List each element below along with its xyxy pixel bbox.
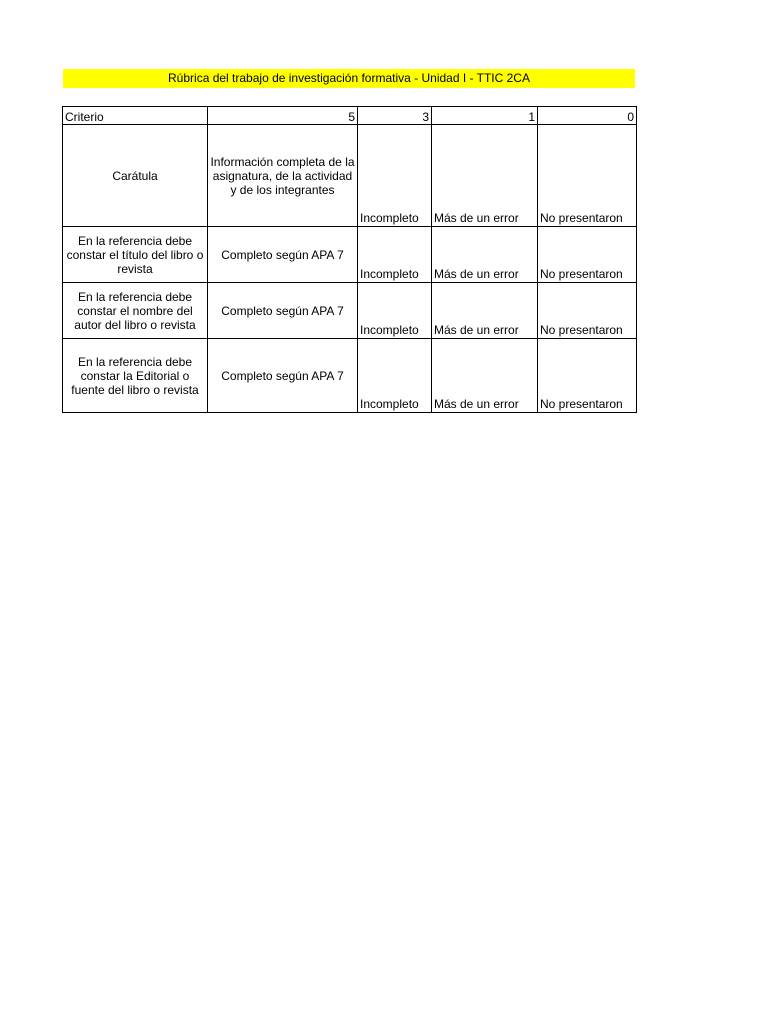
score-0-cell[interactable]: No presentaron: [538, 283, 637, 339]
score-0-cell[interactable]: No presentaron: [538, 339, 637, 413]
score-5-cell[interactable]: Completo según APA 7: [208, 339, 358, 413]
rubric-table: [62, 106, 637, 413]
table-row: [63, 339, 637, 413]
score-3-cell[interactable]: Incompleto: [358, 339, 432, 413]
header-score-3[interactable]: 3: [358, 107, 432, 125]
table-header-row: [63, 107, 637, 125]
header-criterio[interactable]: Criterio: [63, 107, 208, 125]
rubric-title: Rúbrica del trabajo de investigación formativa - Unidad I - TTIC 2CA: [63, 69, 635, 88]
score-3-cell[interactable]: Incompleto: [358, 283, 432, 339]
score-1-cell[interactable]: Más de un error: [432, 339, 538, 413]
score-3-cell[interactable]: Incompleto: [358, 227, 432, 283]
criterion-cell[interactable]: Carátula: [63, 125, 208, 227]
criterion-cell[interactable]: En la referencia debe constar el nombre del autor del libro o revista: [63, 283, 208, 339]
score-0-cell[interactable]: No presentaron: [538, 125, 637, 227]
table-row: [63, 125, 637, 227]
header-score-1[interactable]: 1: [432, 107, 538, 125]
table-row: [63, 283, 637, 339]
header-score-5[interactable]: 5: [208, 107, 358, 125]
score-1-cell[interactable]: Más de un error: [432, 227, 538, 283]
score-5-cell[interactable]: Información completa de la asignatura, de la actividad y de los integrantes: [208, 125, 358, 227]
score-0-cell[interactable]: No presentaron: [538, 227, 637, 283]
table-row: [63, 227, 637, 283]
score-1-cell[interactable]: Más de un error: [432, 283, 538, 339]
score-1-cell[interactable]: Más de un error: [432, 125, 538, 227]
criterion-cell[interactable]: En la referencia debe constar la Editorial o fuente del libro o revista: [63, 339, 208, 413]
score-5-cell[interactable]: Completo según APA 7: [208, 227, 358, 283]
header-score-0[interactable]: 0: [538, 107, 637, 125]
score-3-cell[interactable]: Incompleto: [358, 125, 432, 227]
criterion-cell[interactable]: En la referencia debe constar el título del libro o revista: [63, 227, 208, 283]
score-5-cell[interactable]: Completo según APA 7: [208, 283, 358, 339]
